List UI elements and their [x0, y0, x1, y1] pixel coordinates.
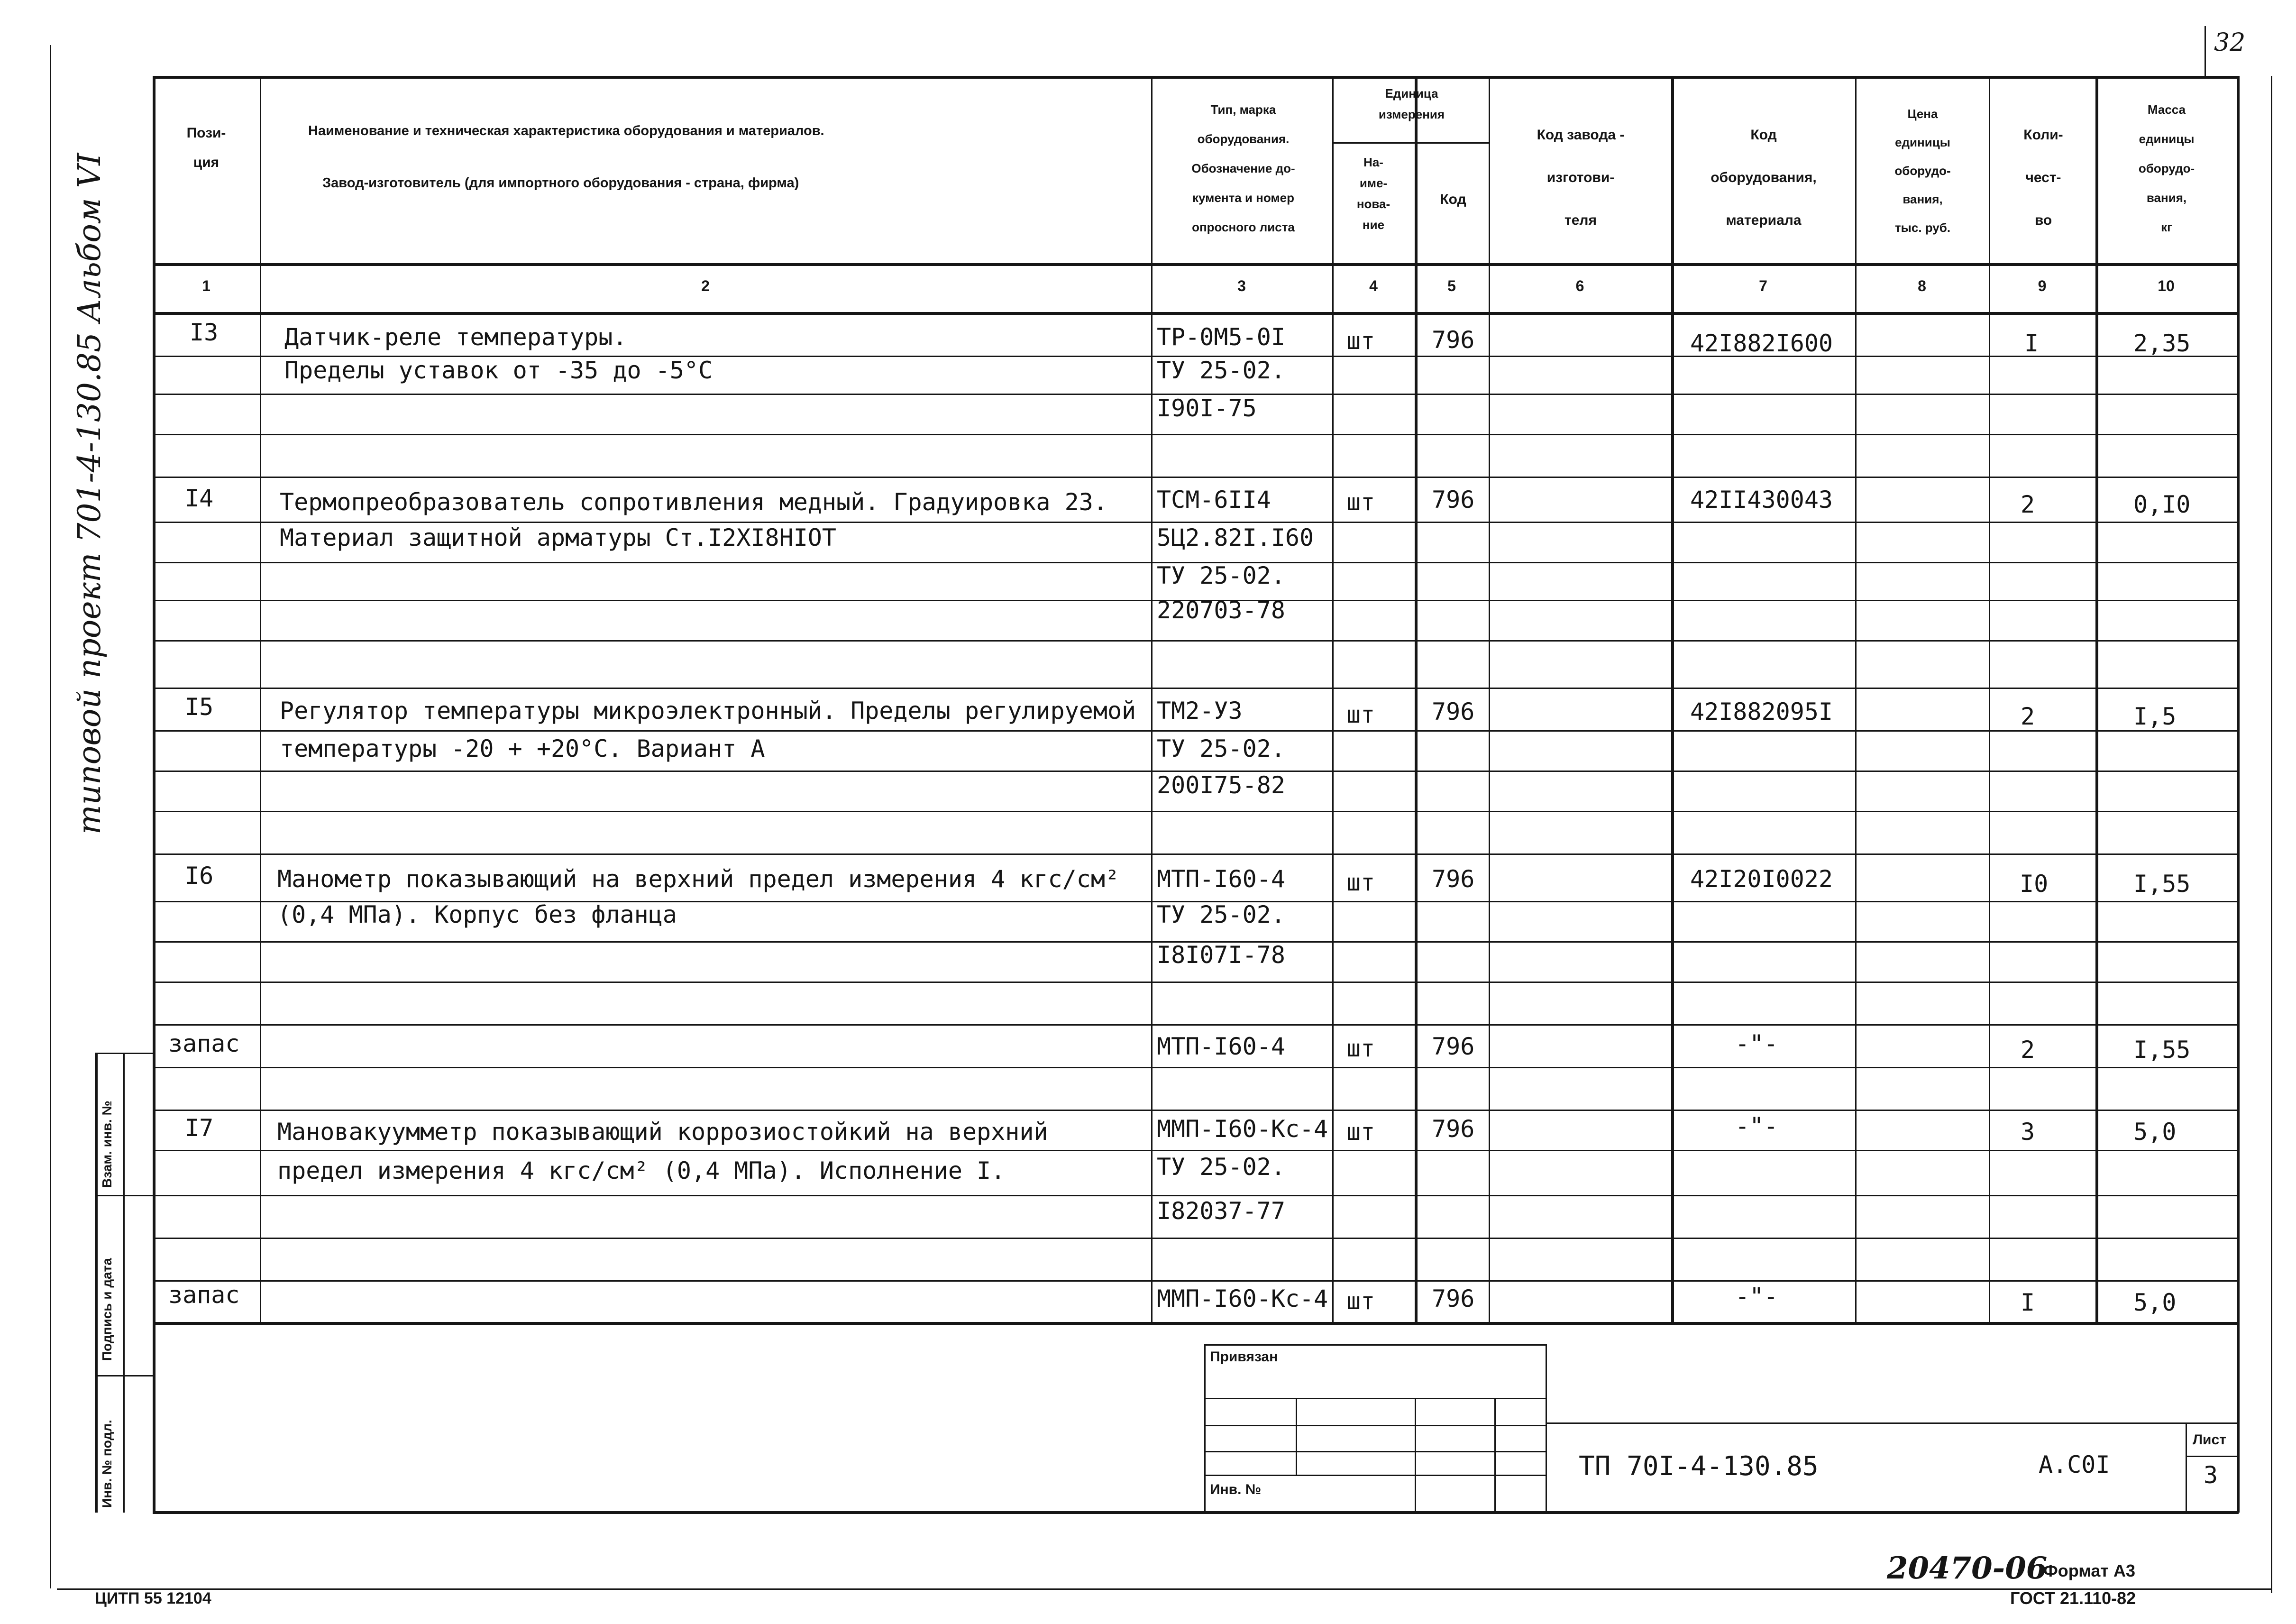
row-1-name-line1: Датчик-реле температуры.	[284, 323, 627, 351]
row-line	[153, 640, 2239, 642]
col-number-8: 8	[1918, 277, 1926, 294]
row-5-mass: I,55	[2133, 1036, 2191, 1064]
col-number-7: 7	[1759, 277, 1767, 294]
outer-bottom-line	[57, 1588, 2271, 1590]
row-1-type-line2: ТУ 25-02.	[1157, 357, 1285, 384]
outer-right-line	[2271, 76, 2272, 1593]
stamp-right-line	[1546, 1344, 1547, 1513]
header-price: Цена единицы оборудо- вания, тыс. руб.	[1894, 107, 1951, 235]
format-label: Формат А3	[2043, 1561, 2136, 1580]
row-2-equip: 42II430043	[1690, 486, 1833, 514]
row-6-type-line2: ТУ 25-02.	[1157, 1153, 1285, 1181]
frame-right	[2237, 76, 2240, 1513]
row-line	[153, 982, 2239, 983]
col-number-5: 5	[1447, 277, 1456, 294]
row-6-qty: 3	[2021, 1118, 2035, 1146]
row-4-unit: шт	[1346, 869, 1375, 896]
row-4-mass: I,55	[2133, 870, 2191, 898]
frame-top	[153, 76, 2239, 79]
page-number: 32	[2214, 28, 2246, 57]
row-3-unit: шт	[1346, 701, 1375, 728]
stamp-top-line	[1204, 1344, 1546, 1346]
row-4-type-line1: МТП-I60-4	[1157, 865, 1285, 893]
row-4-name-line2: (0,4 МПа). Корпус без фланца	[277, 901, 677, 928]
row-line	[153, 811, 2239, 812]
cintp-label: ЦИТП 55 12104	[95, 1589, 211, 1607]
col-sep-1	[260, 76, 261, 1323]
stamp-grid-vline	[1296, 1398, 1297, 1475]
archive-number: 20470-06	[1887, 1551, 2048, 1586]
row-2-name-line1: Термопреобразователь сопротивления медный. Градуировка 23.	[280, 488, 1107, 516]
col-number-4: 4	[1369, 277, 1378, 294]
left-strip-inv-podl: Инв. № подл.	[100, 1420, 114, 1508]
row-6-equip: -"-	[1735, 1112, 1778, 1140]
row-line	[153, 1280, 2239, 1282]
col-number-2: 2	[701, 277, 710, 294]
row-5-pos: запас	[168, 1030, 240, 1057]
left-strip-vzam-inv: Взам. инв. №	[100, 1101, 114, 1188]
left-margin-line	[50, 45, 51, 1588]
header-bottom-border	[153, 263, 2239, 266]
row-6-mass: 5,0	[2133, 1118, 2177, 1146]
row-2-type-line2: 5Ц2.82I.I60	[1157, 524, 1314, 551]
row-3-code: 796	[1432, 698, 1475, 725]
row-1-unit: шт	[1346, 327, 1375, 355]
stamp-inv-no: Инв. №	[1210, 1482, 1262, 1497]
header-unit-name: На- име- нова- ние	[1356, 155, 1390, 232]
colnum-bottom-border	[153, 312, 2239, 315]
stamp-left-line	[1204, 1344, 1206, 1513]
row-3-pos: I5	[185, 693, 214, 721]
row-7-code: 796	[1432, 1285, 1475, 1312]
row-3-type-line2: ТУ 25-02.	[1157, 735, 1285, 762]
row-3-type-line3: 200I75-82	[1157, 771, 1285, 799]
col-number-3: 3	[1237, 277, 1246, 294]
row-5-qty: 2	[2021, 1036, 2035, 1064]
col-sep-6	[1671, 76, 1674, 1323]
row-3-name-line1: Регулятор температуры микроэлектронный. Пределы регулируемой	[280, 697, 1136, 725]
row-3-type-line1: ТМ2-УЗ	[1157, 697, 1243, 725]
row-6-type-line3: I82037-77	[1157, 1197, 1285, 1225]
col-sep-7	[1855, 76, 1857, 1323]
left-strip-line	[95, 1195, 153, 1196]
row-2-name-line2: Материал защитной арматуры Ст.I2XI8HIOT	[280, 524, 836, 551]
header-type: Тип, марка оборудования. Обозначение до- кумента и номер опросного листа	[1191, 102, 1295, 234]
row-2-code: 796	[1432, 486, 1475, 514]
stamp-grid-vline	[1494, 1398, 1496, 1513]
left-strip-signature-date: Подпись и дата	[100, 1258, 114, 1361]
row-line	[153, 730, 2239, 732]
row-4-equip: 42I20I0022	[1690, 865, 1833, 893]
row-6-unit: шт	[1346, 1118, 1375, 1146]
row-6-code: 796	[1432, 1115, 1475, 1143]
row-line	[153, 853, 2239, 855]
header-mass: Масса единицы оборудо- вания, кг	[2138, 102, 2195, 234]
row-3-equip: 42I882095I	[1690, 698, 1833, 725]
doc-code: ТП 70I-4-130.85	[1579, 1451, 1819, 1482]
frame-bottom	[153, 1511, 2239, 1514]
col-sep-3	[1332, 76, 1334, 1323]
col-number-10: 10	[2158, 277, 2175, 294]
sheet-number: 3	[2204, 1461, 2218, 1489]
header-pos: Пози- ция	[186, 125, 226, 170]
row-4-qty: I0	[2020, 870, 2049, 898]
row-4-code: 796	[1432, 865, 1475, 893]
left-strip-border	[95, 1053, 98, 1513]
row-1-type-line1: ТР-0М5-0I	[1157, 323, 1285, 351]
table-bottom-border	[153, 1322, 2239, 1325]
col-sep-5	[1489, 76, 1490, 1323]
doc-mark: А.С0I	[2039, 1451, 2110, 1478]
header-name-line1: Наименование и техническая характеристика оборудования и материалов.	[308, 123, 824, 138]
row-line	[153, 1110, 2239, 1111]
row-2-type-line1: ТСМ-6II4	[1157, 486, 1271, 514]
row-line	[153, 1024, 2239, 1026]
page-number-box-border	[2205, 26, 2206, 78]
row-1-equip: 42I882I600	[1690, 330, 1833, 357]
stamp-privyazan: Привязан	[1210, 1349, 1278, 1365]
row-4-name-line1: Манометр показывающий на верхний предел измерения 4 кгс/см²	[277, 865, 1120, 893]
col-sep-2	[1151, 76, 1153, 1323]
row-2-qty: 2	[2021, 491, 2035, 518]
sheet-box-left-line	[2186, 1422, 2187, 1513]
col-sep-4	[1415, 76, 1418, 1323]
row-line	[153, 434, 2239, 435]
header-unit: Единица измерения	[1378, 86, 1445, 121]
row-7-qty: I	[2021, 1289, 2035, 1316]
margin-note: типовой проект 701-4-130.85 Альбом VI	[71, 153, 108, 835]
header-name-line2: Завод-изготовитель (для импортного оборудования - страна, фирма)	[322, 175, 799, 191]
row-7-equip: -"-	[1735, 1283, 1778, 1310]
header-equip-code: Код оборудования, материала	[1711, 127, 1817, 228]
col-sep-8	[1989, 76, 1990, 1323]
col-number-6: 6	[1575, 277, 1584, 294]
row-1-qty: I	[2024, 330, 2039, 357]
row-5-equip: -"-	[1735, 1030, 1778, 1057]
left-strip-line	[95, 1375, 153, 1376]
row-4-pos: I6	[185, 862, 214, 890]
row-6-name-line2: предел измерения 4 кгс/см² (0,4 МПа). Исполнение I.	[277, 1157, 1006, 1184]
row-7-type-line1: ММП-I60-Кс-4	[1157, 1285, 1328, 1312]
row-6-type-line1: ММП-I60-Кс-4	[1157, 1115, 1328, 1143]
row-4-type-line2: ТУ 25-02.	[1157, 901, 1285, 928]
row-line	[153, 688, 2239, 689]
row-5-unit: шт	[1346, 1035, 1375, 1062]
col-sep-9	[2095, 76, 2098, 1323]
row-6-pos: I7	[185, 1114, 214, 1142]
row-line	[153, 1067, 2239, 1068]
row-line	[153, 522, 2239, 523]
stamp-grid-vline	[1415, 1398, 1416, 1513]
left-strip-line	[95, 1053, 153, 1054]
row-2-unit: шт	[1346, 488, 1375, 516]
row-2-mass: 0,I0	[2133, 491, 2191, 518]
row-2-type-line3: ТУ 25-02.	[1157, 562, 1285, 589]
row-2-pos: I4	[185, 485, 214, 512]
row-5-type-line1: МТП-I60-4	[1157, 1033, 1285, 1060]
row-line	[153, 1238, 2239, 1239]
left-strip-inner-line	[123, 1053, 125, 1513]
row-1-name-line2: Пределы уставок от -35 до -5°С	[284, 357, 713, 384]
header-factory-code: Код завода - изготови- теля	[1537, 127, 1625, 228]
gost-label: ГОСТ 21.110-82	[2010, 1588, 2136, 1608]
row-3-name-line2: температуры -20 + +20°С. Вариант А	[280, 735, 765, 762]
row-7-mass: 5,0	[2133, 1289, 2177, 1316]
row-2-type-line4: 220703-78	[1157, 596, 1285, 624]
unit-subheader-line	[1332, 142, 1489, 144]
row-3-mass: I,5	[2133, 703, 2177, 730]
row-line	[153, 1150, 2239, 1151]
sheet-box-mid-line	[2186, 1456, 2238, 1457]
row-1-code: 796	[1432, 326, 1475, 354]
row-4-type-line3: I8I07I-78	[1157, 941, 1285, 969]
row-7-unit: шт	[1346, 1287, 1375, 1315]
row-1-type-line3: I90I-75	[1157, 395, 1257, 422]
header-unit-code: Код	[1440, 192, 1466, 207]
row-line	[153, 477, 2239, 478]
row-1-pos: I3	[190, 319, 219, 346]
title-block-top-line	[1546, 1422, 2238, 1424]
row-line	[153, 1195, 2239, 1196]
header-qty: Коли- чест- во	[2023, 127, 2063, 228]
col-number-1: 1	[202, 277, 210, 294]
row-6-name-line1: Мановакуумметр показывающий коррозиостойкий на верхний	[277, 1118, 1048, 1146]
row-1-mass: 2,35	[2133, 330, 2191, 357]
col-number-9: 9	[2038, 277, 2047, 294]
row-7-pos: запас	[168, 1281, 240, 1309]
row-3-qty: 2	[2021, 703, 2035, 730]
sheet-label: Лист	[2193, 1432, 2226, 1448]
row-5-code: 796	[1432, 1033, 1475, 1060]
